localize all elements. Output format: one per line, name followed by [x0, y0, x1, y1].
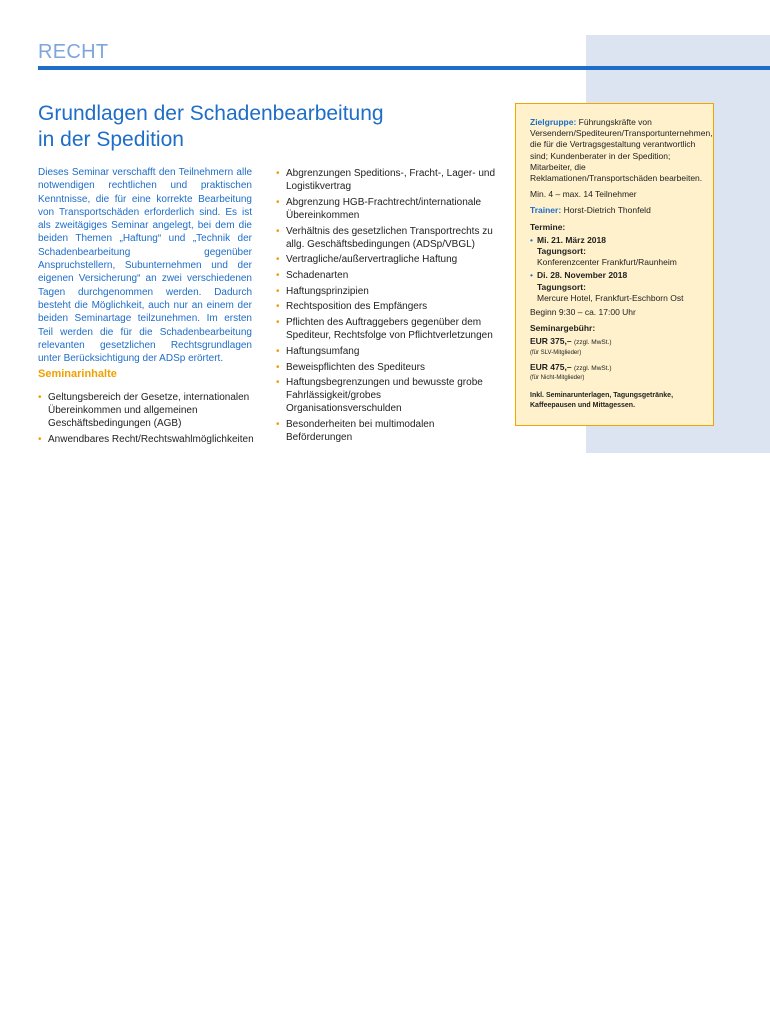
intro-paragraph: Dieses Seminar verschafft den Teilnehmern alle notwendigen rechtlichen und praktischen Kenntnisse, die für eine korrekte Bearbeitung von Transportschäden erforderlich sind. Es ist als zweitägiges Seminar angelegt, bei dem die beiden Themen „Haftung“ und „Technik der Schadenbearbeitung gegenüber Anspruchstellern, Subunternehmen und der eigenen Versicherung“ an zwei verschiedenen Tagen durchgenommen werden. Dadurch besteht die Möglichkeit, auch nur an einem der beiden Seminartage teilzunehmen. Im ersten Teil werden die für die Schadenbearbeitung relevanten gesetzlichen Rechtsgrundlagen unter Berücksichtigung der ADSp erörtert.	[38, 167, 252, 365]
audience-text: Führungskräfte von Versendern/Spediteuren/Transportunternehmen, die für die Vertragsgestaltung verantwortlich sind; Kundenberater in der Spedition; Mitarbeiter, die Reklamationen/Transportschäden bearbeiten.	[530, 117, 713, 184]
list-item: • Vertragliche/außervertragliche Haftung	[276, 254, 458, 266]
title-line-1: Grundlagen der Schadenbearbeitung	[38, 102, 384, 125]
list-item: • Verhältnis des gesetzlichen Transportrechts zu allg. Geschäftsbedingungen (ADSp/VBGL)	[276, 225, 493, 250]
bullet-icon: •	[276, 168, 280, 179]
fee-amount: EUR 375,–	[530, 336, 572, 347]
included-note: Inkl. Seminarunterlagen, Tagungsgetränke, Kaffeepausen und Mittagessen.	[530, 391, 674, 409]
venue-label: Tagungsort:	[537, 281, 586, 292]
list-item: • Abgrenzungen Speditions-, Fracht-, Lager- und Logistikvertrag	[276, 168, 496, 193]
date-entry	[530, 270, 713, 304]
bullet-icon: •	[276, 419, 280, 431]
date: Di. 28. November 2018	[537, 270, 628, 281]
list-item: • Beweispflichten des Spediteurs	[276, 361, 425, 373]
fee-tax: (zzgl. MwSt.)	[573, 364, 612, 372]
section-title: RECHT	[38, 41, 109, 63]
trainer	[530, 205, 713, 216]
bullet-icon: •	[276, 317, 280, 329]
bullet-icon: •	[276, 196, 280, 208]
venue-label: Tagungsort:	[537, 246, 586, 257]
list-item: • Besonderheiten bei multimodalen Beförderungen	[276, 419, 435, 444]
fee-label: Seminargebühr:	[530, 323, 596, 334]
date: Mi. 21. März 2018	[537, 234, 606, 245]
list-item: • Schadenarten	[276, 270, 349, 282]
venue: Mercure Hotel, Frankfurt-Eschborn Ost	[537, 292, 684, 303]
bullet-icon: •	[38, 434, 42, 446]
bullet-icon: •	[530, 270, 533, 281]
trainer-label: Trainer:	[530, 205, 562, 216]
contents-heading: Seminarinhalte	[38, 368, 117, 380]
bullet-icon: •	[276, 345, 280, 357]
list-item: • Haftungsumfang	[276, 345, 360, 357]
bullet-icon: •	[276, 361, 280, 373]
bullet-icon: •	[38, 392, 42, 403]
title-line-2: in der Spedition	[38, 128, 184, 151]
list-item: • Pflichten des Auftraggebers gegenüber dem Spediteur, Rechtsfolge von Pflichtverletzungen	[276, 317, 493, 342]
bullet-icon: •	[276, 377, 280, 389]
bullet-icon: •	[276, 270, 280, 282]
trainer-name: Horst-Dietrich Thonfeld	[563, 205, 651, 216]
list-item: • Geltungsbereich der Gesetze, internationalen Übereinkommen und allgemeinen Geschäftsbedingungen (AGB)	[38, 392, 250, 430]
list-item: • Rechtsposition des Empfängers	[276, 301, 428, 313]
section-rule-side	[585, 66, 770, 70]
list-item: • Anwendbares Recht/Rechtswahlmöglichkeiten	[38, 434, 254, 446]
document-title	[38, 101, 498, 153]
time: Beginn 9:30 – ca. 17:00 Uhr	[530, 307, 636, 318]
bullet-icon: •	[276, 285, 280, 297]
bullet-icon: •	[276, 254, 280, 266]
list-item: • Haftungsprinzipien	[276, 285, 369, 297]
bullet-icon: •	[530, 234, 533, 245]
info-box	[515, 103, 714, 426]
contents-list-left	[38, 391, 256, 449]
fee-tax: (zzgl. MwSt.)	[573, 339, 612, 347]
audience-label: Zielgruppe:	[530, 117, 577, 127]
section-rule	[38, 66, 585, 70]
participants: Min. 4 – max. 14 Teilnehmer	[530, 189, 637, 200]
fee-amount: EUR 475,–	[530, 361, 572, 372]
contents-list-right	[276, 167, 498, 447]
bullet-icon: •	[276, 301, 280, 313]
venue: Konferenzcenter Frankfurt/Raunheim	[537, 257, 677, 268]
bullet-icon: •	[276, 225, 280, 237]
audience	[530, 117, 713, 184]
dates-label: Termine:	[530, 221, 566, 232]
list-item: • Haftungsbegrenzungen und bewusste grobe Fahrlässigkeit/grobes Organisationsverschulden	[276, 377, 483, 415]
date-entry	[530, 235, 713, 269]
fee-group: (für Nicht-Mitglieder)	[530, 374, 585, 381]
fee-member	[530, 336, 713, 348]
fee-non-member	[530, 362, 713, 374]
fee-group: (für SLV-Mitglieder)	[530, 349, 582, 356]
list-item: • Abgrenzung HGB-Frachtrecht/internationale Übereinkommen	[276, 196, 482, 221]
